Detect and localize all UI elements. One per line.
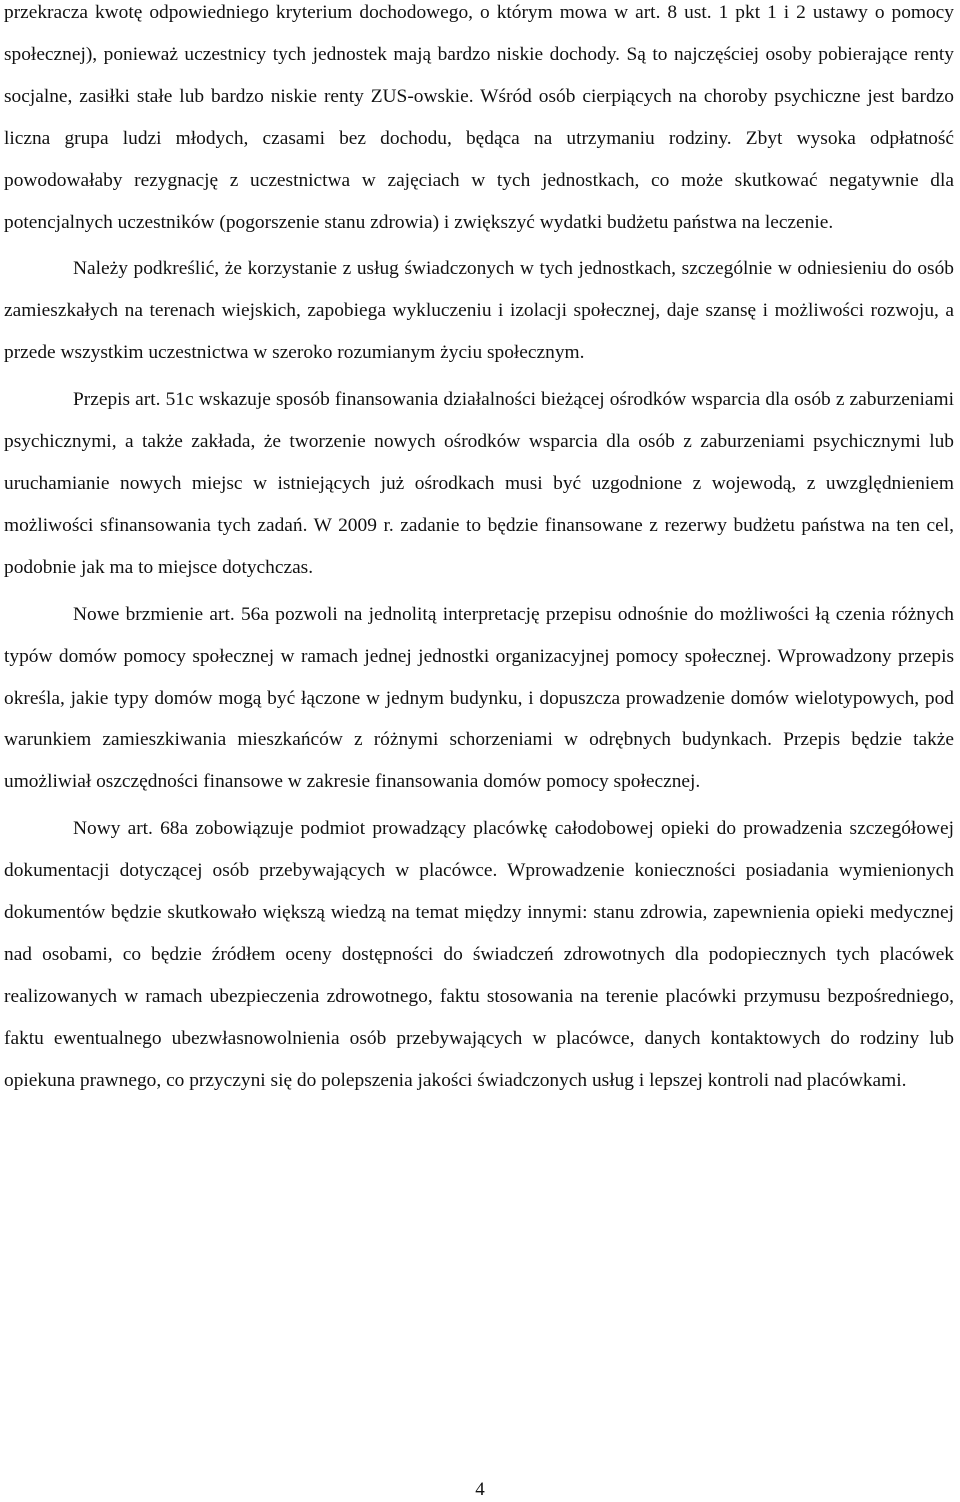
paragraph-continuation: przekracza kwotę odpowiedniego kryterium dochodowego, o którym mowa w art. 8 ust. 1 pkt 1 i 2 ustawy o pomocy społecznej), ponieważ uczestnicy tych jednostek mają bardzo niskie dochody. Są to najczęściej osoby pobierające renty socjalne, zasiłki stałe lub bardzo niskie renty ZUS-owskie. Wśród osób cierpiących na choroby psychiczne jest bardzo liczna grupa ludzi młodych, czasami bez dochodu, będąca na utrzymaniu rodziny. Zbyt wysoka odpłatność powodowałaby rezygnację z uczestnictwa w zajęciach w tych jednostkach, co może skutkować negatywnie dla potencjalnych uczestników (pogorszenie stanu zdrowia) i zwiększyć wydatki budżetu państwa na leczenie. <box>4 2 954 233</box>
paragraph-art-68a: Nowy art. 68a zobowiązuje podmiot prowadzący placówkę całodobowej opieki do prowadzenia szczegółowej dokumentacji dotyczącej osób przebywających w placówce. Wprowadzenie konieczności posiadania wymienionych dokumentów będzie skutkowało większą wiedzą na temat między innymi: stanu zdrowia, zapewnienia opieki medycznej nad osobami, co będzie źródłem oceny dostępności do świadczeń zdrowotnych dla podopiecznych tych placówek realizowanych w ramach ubezpieczenia zdrowotnego, faktu stosowania na terenie placówki przymusu bezpośredniego, faktu ewentualnego ubezwłasnowolnienia osób przebywających w placówce, danych kontaktowych do rodziny lub opiekuna prawnego, co przyczyni się do polepszenia jakości świadczonych usług i lepszej kontroli nad placówkami. <box>4 818 954 1091</box>
paragraph-art-51c: Przepis art. 51c wskazuje sposób finansowania działalności bieżącej ośrodków wsparcia dla osób z zaburzeniami psychicznymi, a także zakłada, że tworzenie nowych ośrodków wsparcia dla osób z zaburzeniami psychicznymi lub uruchamianie nowych miejsc w istniejących już ośrodkach musi być uzgodnione z wojewodą, z uwzględnieniem możliwości sfinansowania tych zadań. W 2009 r. zadanie to będzie finansowane z rezerwy budżetu państwa na ten cel, podobnie jak ma to miejsce dotychczas. <box>4 389 954 578</box>
paragraph-social-inclusion: Należy podkreślić, że korzystanie z usług świadczonych w tych jednostkach, szczególnie w odniesieniu do osób zamieszkałych na terenach wiejskich, zapobiega wykluczeniu i izolacji społecznej, daje szansę i możliwości rozwoju, a przede wszystkim uczestnictwa w szeroko rozumianym życiu społecznym. <box>4 258 954 364</box>
paragraph-art-56a: Nowe brzmienie art. 56a pozwoli na jednolitą interpretację przepisu odnośnie do możliwości łą czenia różnych typów domów pomocy społecznej w ramach jednej jednostki organizacyjnej pomocy społecznej. Wprowadzony przepis określa, jakie typy domów mogą być łączone w jednym budynku, i dopuszcza prowadzenie domów wielotypowych, pod warunkiem zamieszkiwania mieszkańców z różnymi schorzeniami w odrębnych budynkach. Przepis będzie także umożliwiał oszczędności finansowe w zakresie finansowania domów pomocy społecznej. <box>4 603 954 793</box>
page-number: 4 <box>475 1479 485 1500</box>
document-body <box>4 0 954 1102</box>
